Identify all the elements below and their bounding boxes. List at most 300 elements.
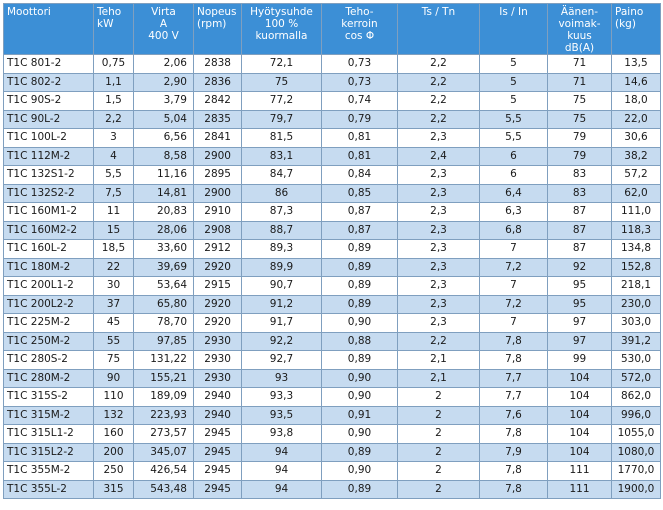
table-cell: 94 — [242, 462, 322, 481]
table-cell: 7 — [480, 240, 548, 259]
table-cell: 0,90 — [322, 388, 398, 407]
table-cell: 77,2 — [242, 92, 322, 111]
table-cell: 0,75 — [94, 55, 134, 74]
table-cell: 71 — [548, 55, 612, 74]
table-cell: 111,0 — [612, 203, 661, 222]
table-cell: 0,81 — [322, 147, 398, 166]
table-cell: 2920 — [194, 258, 242, 277]
table-cell: 93,8 — [242, 425, 322, 444]
table-cell: 2841 — [194, 129, 242, 148]
table-cell: 0,89 — [322, 295, 398, 314]
table-cell: 2908 — [194, 221, 242, 240]
table-cell: 33,60 — [134, 240, 194, 259]
table-cell: 1,1 — [94, 73, 134, 92]
motor-model-cell: T1C 355M-2 — [4, 462, 94, 481]
table-header — [4, 4, 661, 55]
table-cell: 2 — [398, 462, 480, 481]
table-cell: 2945 — [194, 425, 242, 444]
table-cell: 5,5 — [94, 166, 134, 185]
table-cell: 11,16 — [134, 166, 194, 185]
column-header-line: (kg) — [615, 18, 636, 30]
table-cell: 2920 — [194, 314, 242, 333]
table-cell: 2 — [398, 480, 480, 499]
table-cell: 110 — [94, 388, 134, 407]
table-cell: 2,3 — [398, 240, 480, 259]
table-cell: 93,5 — [242, 406, 322, 425]
table-cell: 7,9 — [480, 443, 548, 462]
table-row — [4, 295, 661, 314]
table-cell: 155,21 — [134, 369, 194, 388]
column-header-line: Äänen- — [560, 6, 599, 18]
table-cell: 2842 — [194, 92, 242, 111]
table-cell: 2930 — [194, 351, 242, 370]
column-header-line: Is / In — [499, 6, 528, 18]
table-cell: 14,81 — [134, 184, 194, 203]
table-cell: 91,7 — [242, 314, 322, 333]
table-cell: 2835 — [194, 110, 242, 129]
table-cell: 6,3 — [480, 203, 548, 222]
table-cell: 0,89 — [322, 258, 398, 277]
table-cell: 7,8 — [480, 480, 548, 499]
table-cell: 30,6 — [612, 129, 661, 148]
table-row — [4, 92, 661, 111]
table-cell: 2 — [398, 406, 480, 425]
table-cell: 2900 — [194, 147, 242, 166]
motor-model-cell: T1C 355L-2 — [4, 480, 94, 499]
table-cell: 391,2 — [612, 332, 661, 351]
table-cell: 118,3 — [612, 221, 661, 240]
table-cell: 0,90 — [322, 425, 398, 444]
table-cell: 83 — [548, 184, 612, 203]
motor-model-cell: T1C 160L-2 — [4, 240, 94, 259]
column-header-line: cos Φ — [344, 30, 375, 42]
table-cell: 2930 — [194, 369, 242, 388]
table-row — [4, 147, 661, 166]
table-cell: 37 — [94, 295, 134, 314]
column-header-line: 100 % — [264, 18, 299, 30]
column-header-line: Hyötysuhde — [250, 6, 313, 18]
table-cell: 30 — [94, 277, 134, 296]
table-cell: 1055,0 — [612, 425, 661, 444]
motor-model-cell: T1C 280S-2 — [4, 351, 94, 370]
column-header — [480, 4, 548, 55]
table-cell: 22,0 — [612, 110, 661, 129]
table-cell: 2,3 — [398, 314, 480, 333]
table-cell: 0,85 — [322, 184, 398, 203]
table-cell: 86 — [242, 184, 322, 203]
table-cell: 104 — [548, 443, 612, 462]
table-cell: 111 — [548, 462, 612, 481]
table-cell: 87 — [548, 240, 612, 259]
table-cell: 2,2 — [398, 332, 480, 351]
table-cell: 303,0 — [612, 314, 661, 333]
table-cell: 2,3 — [398, 277, 480, 296]
motor-model-cell: T1C 180M-2 — [4, 258, 94, 277]
table-cell: 0,89 — [322, 240, 398, 259]
table-cell: 2,3 — [398, 129, 480, 148]
table-cell: 5 — [480, 73, 548, 92]
table-cell: 45 — [94, 314, 134, 333]
table-cell: 2940 — [194, 406, 242, 425]
table-cell: 223,93 — [134, 406, 194, 425]
table-cell: 92,7 — [242, 351, 322, 370]
table-row — [4, 277, 661, 296]
motor-model-cell: T1C 802-2 — [4, 73, 94, 92]
table-row — [4, 73, 661, 92]
table-cell: 7,8 — [480, 425, 548, 444]
table-row — [4, 332, 661, 351]
column-header-line: kW — [97, 18, 114, 30]
table-cell: 2910 — [194, 203, 242, 222]
column-header-line: (rpm) — [197, 18, 227, 30]
table-cell: 5,5 — [480, 129, 548, 148]
column-header — [194, 4, 242, 55]
motor-spec-table — [3, 3, 661, 499]
table-cell: 18,5 — [94, 240, 134, 259]
table-cell: 2930 — [194, 332, 242, 351]
table-cell: 1900,0 — [612, 480, 661, 499]
motor-model-cell: T1C 315S-2 — [4, 388, 94, 407]
table-cell: 2,3 — [398, 295, 480, 314]
table-cell: 2 — [398, 388, 480, 407]
table-cell: 0,88 — [322, 332, 398, 351]
table-cell: 95 — [548, 295, 612, 314]
table-cell: 75 — [94, 351, 134, 370]
column-header-line: voimak- — [558, 18, 601, 30]
table-cell: 6,4 — [480, 184, 548, 203]
table-cell: 20,83 — [134, 203, 194, 222]
table-cell: 91,2 — [242, 295, 322, 314]
table-cell: 75 — [548, 92, 612, 111]
table-cell: 65,80 — [134, 295, 194, 314]
table-cell: 7 — [480, 277, 548, 296]
table-cell: 7,7 — [480, 388, 548, 407]
column-header-line: Paino — [615, 6, 644, 18]
column-header — [4, 4, 94, 55]
table-cell: 0,73 — [322, 73, 398, 92]
table-cell: 996,0 — [612, 406, 661, 425]
table-cell: 18,0 — [612, 92, 661, 111]
table-cell: 0,87 — [322, 203, 398, 222]
table-cell: 87,3 — [242, 203, 322, 222]
table-cell: 6 — [480, 147, 548, 166]
table-cell: 2895 — [194, 166, 242, 185]
table-cell: 2900 — [194, 184, 242, 203]
table-cell: 2,2 — [398, 55, 480, 74]
motor-model-cell: T1C 90L-2 — [4, 110, 94, 129]
column-header-line: Virta — [151, 6, 176, 18]
motor-model-cell: T1C 132S2-2 — [4, 184, 94, 203]
table-cell: 7 — [480, 314, 548, 333]
table-cell: 57,2 — [612, 166, 661, 185]
table-cell: 71 — [548, 73, 612, 92]
table-cell: 426,54 — [134, 462, 194, 481]
motor-model-cell: T1C 250M-2 — [4, 332, 94, 351]
table-cell: 0,74 — [322, 92, 398, 111]
table-cell: 530,0 — [612, 351, 661, 370]
table-row — [4, 351, 661, 370]
table-cell: 218,1 — [612, 277, 661, 296]
table-cell: 2,2 — [398, 110, 480, 129]
column-header-line: kuus dB(A) — [564, 30, 595, 54]
table-cell: 5,04 — [134, 110, 194, 129]
table-cell: 2945 — [194, 462, 242, 481]
table-row — [4, 221, 661, 240]
table-cell: 0,84 — [322, 166, 398, 185]
table-cell: 160 — [94, 425, 134, 444]
table-cell: 2,90 — [134, 73, 194, 92]
table-row — [4, 258, 661, 277]
motor-model-cell: T1C 200L2-2 — [4, 295, 94, 314]
table-cell: 39,69 — [134, 258, 194, 277]
table-cell: 8,58 — [134, 147, 194, 166]
column-header — [612, 4, 661, 55]
table-cell: 7,2 — [480, 258, 548, 277]
table-cell: 3 — [94, 129, 134, 148]
table-cell: 90 — [94, 369, 134, 388]
table-cell: 72,1 — [242, 55, 322, 74]
table-cell: 5,5 — [480, 110, 548, 129]
table-cell: 0,73 — [322, 55, 398, 74]
table-cell: 89,9 — [242, 258, 322, 277]
table-cell: 6,8 — [480, 221, 548, 240]
column-header-line: 400 V — [148, 30, 179, 42]
table-cell: 7,8 — [480, 332, 548, 351]
table-cell: 134,8 — [612, 240, 661, 259]
table-cell: 0,89 — [322, 480, 398, 499]
motor-model-cell: T1C 160M2-2 — [4, 221, 94, 240]
table-cell: 3,79 — [134, 92, 194, 111]
table-cell: 79 — [548, 129, 612, 148]
table-cell: 38,2 — [612, 147, 661, 166]
table-cell: 7,8 — [480, 462, 548, 481]
header-row — [4, 4, 661, 55]
table-row — [4, 480, 661, 499]
table-cell: 92,2 — [242, 332, 322, 351]
column-header — [548, 4, 612, 55]
table-row — [4, 184, 661, 203]
table-row — [4, 55, 661, 74]
table-cell: 2,3 — [398, 184, 480, 203]
table-cell: 2,1 — [398, 369, 480, 388]
table-cell: 104 — [548, 406, 612, 425]
table-cell: 7,8 — [480, 351, 548, 370]
table-cell: 89,3 — [242, 240, 322, 259]
table-row — [4, 462, 661, 481]
table-row — [4, 443, 661, 462]
table-cell: 200 — [94, 443, 134, 462]
table-cell: 572,0 — [612, 369, 661, 388]
column-header — [242, 4, 322, 55]
motor-model-cell: T1C 801-2 — [4, 55, 94, 74]
table-row — [4, 240, 661, 259]
table-cell: 84,7 — [242, 166, 322, 185]
table-cell: 6,56 — [134, 129, 194, 148]
table-cell: 0,89 — [322, 277, 398, 296]
table-cell: 99 — [548, 351, 612, 370]
table-cell: 2945 — [194, 480, 242, 499]
table-cell: 111 — [548, 480, 612, 499]
table-cell: 53,64 — [134, 277, 194, 296]
table-cell: 131,22 — [134, 351, 194, 370]
table-cell: 22 — [94, 258, 134, 277]
table-cell: 28,06 — [134, 221, 194, 240]
motor-model-cell: T1C 225M-2 — [4, 314, 94, 333]
table-cell: 2940 — [194, 388, 242, 407]
table-row — [4, 406, 661, 425]
motor-model-cell: T1C 280M-2 — [4, 369, 94, 388]
table-cell: 62,0 — [612, 184, 661, 203]
table-row — [4, 388, 661, 407]
table-row — [4, 314, 661, 333]
table-cell: 94 — [242, 480, 322, 499]
table-cell: 75 — [548, 110, 612, 129]
table-cell: 79,7 — [242, 110, 322, 129]
table-cell: 97 — [548, 332, 612, 351]
motor-model-cell: T1C 200L1-2 — [4, 277, 94, 296]
table-cell: 273,57 — [134, 425, 194, 444]
table-cell: 1,5 — [94, 92, 134, 111]
table-cell: 0,89 — [322, 443, 398, 462]
table-cell: 14,6 — [612, 73, 661, 92]
column-header-line: Ts / Tn — [421, 6, 456, 18]
table-cell: 81,5 — [242, 129, 322, 148]
column-header — [134, 4, 194, 55]
column-header-line: A — [159, 18, 168, 30]
column-header-line: Teho- — [345, 6, 374, 18]
motor-model-cell: T1C 132S1-2 — [4, 166, 94, 185]
table-cell: 2945 — [194, 443, 242, 462]
table-cell: 92 — [548, 258, 612, 277]
table-cell: 104 — [548, 425, 612, 444]
column-header — [398, 4, 480, 55]
table-cell: 104 — [548, 369, 612, 388]
table-cell: 78,70 — [134, 314, 194, 333]
table-cell: 2,3 — [398, 221, 480, 240]
table-row — [4, 110, 661, 129]
table-cell: 189,09 — [134, 388, 194, 407]
table-cell: 93 — [242, 369, 322, 388]
table-cell: 2,3 — [398, 166, 480, 185]
table-cell: 5 — [480, 55, 548, 74]
table-cell: 94 — [242, 443, 322, 462]
table-cell: 230,0 — [612, 295, 661, 314]
table-cell: 90,7 — [242, 277, 322, 296]
table-cell: 7,2 — [480, 295, 548, 314]
table-cell: 1770,0 — [612, 462, 661, 481]
table-cell: 13,5 — [612, 55, 661, 74]
table-cell: 2 — [398, 425, 480, 444]
table-cell: 83,1 — [242, 147, 322, 166]
table-cell: 7,6 — [480, 406, 548, 425]
table-cell: 2 — [398, 443, 480, 462]
table-cell: 11 — [94, 203, 134, 222]
column-header-line: Moottori — [7, 6, 51, 18]
table-cell: 4 — [94, 147, 134, 166]
table-cell: 0,90 — [322, 369, 398, 388]
table-cell: 345,07 — [134, 443, 194, 462]
table-cell: 95 — [548, 277, 612, 296]
table-cell: 55 — [94, 332, 134, 351]
motor-model-cell: T1C 100L-2 — [4, 129, 94, 148]
table-cell: 2,3 — [398, 258, 480, 277]
table-cell: 87 — [548, 203, 612, 222]
column-header-line: Nopeus — [197, 6, 237, 18]
table-cell: 2,2 — [398, 73, 480, 92]
motor-model-cell: T1C 315M-2 — [4, 406, 94, 425]
motor-model-cell: T1C 112M-2 — [4, 147, 94, 166]
table-cell: 93,3 — [242, 388, 322, 407]
column-header — [322, 4, 398, 55]
table-row — [4, 425, 661, 444]
table-row — [4, 129, 661, 148]
table-cell: 0,79 — [322, 110, 398, 129]
table-cell: 2,3 — [398, 203, 480, 222]
table-cell: 250 — [94, 462, 134, 481]
table-cell: 0,89 — [322, 351, 398, 370]
table-cell: 0,87 — [322, 221, 398, 240]
table-cell: 6 — [480, 166, 548, 185]
table-cell: 862,0 — [612, 388, 661, 407]
table-cell: 2836 — [194, 73, 242, 92]
table-row — [4, 369, 661, 388]
table-cell: 0,91 — [322, 406, 398, 425]
table-cell: 0,81 — [322, 129, 398, 148]
table-cell: 75 — [242, 73, 322, 92]
table-cell: 104 — [548, 388, 612, 407]
table-cell: 97,85 — [134, 332, 194, 351]
motor-model-cell: T1C 90S-2 — [4, 92, 94, 111]
motor-spec-table-container — [3, 3, 660, 499]
table-row — [4, 203, 661, 222]
motor-model-cell: T1C 315L1-2 — [4, 425, 94, 444]
column-header-line: Teho — [97, 6, 122, 18]
table-cell: 83 — [548, 166, 612, 185]
table-cell: 2,2 — [398, 92, 480, 111]
table-cell: 0,90 — [322, 314, 398, 333]
motor-model-cell: T1C 315L2-2 — [4, 443, 94, 462]
table-cell: 315 — [94, 480, 134, 499]
table-cell: 2,2 — [94, 110, 134, 129]
motor-model-cell: T1C 160M1-2 — [4, 203, 94, 222]
table-cell: 2,06 — [134, 55, 194, 74]
table-cell: 5 — [480, 92, 548, 111]
table-cell: 1080,0 — [612, 443, 661, 462]
column-header-line: kuormalla — [255, 30, 308, 42]
table-cell: 15 — [94, 221, 134, 240]
table-cell: 2838 — [194, 55, 242, 74]
table-cell: 7,5 — [94, 184, 134, 203]
table-cell: 2,4 — [398, 147, 480, 166]
table-cell: 97 — [548, 314, 612, 333]
table-cell: 2,1 — [398, 351, 480, 370]
table-cell: 2912 — [194, 240, 242, 259]
table-cell: 543,48 — [134, 480, 194, 499]
table-body — [4, 55, 661, 499]
table-cell: 79 — [548, 147, 612, 166]
column-header — [94, 4, 134, 55]
table-cell: 152,8 — [612, 258, 661, 277]
table-cell: 87 — [548, 221, 612, 240]
table-cell: 2920 — [194, 295, 242, 314]
table-cell: 132 — [94, 406, 134, 425]
table-cell: 0,90 — [322, 462, 398, 481]
table-row — [4, 166, 661, 185]
table-cell: 2915 — [194, 277, 242, 296]
column-header-line: kerroin — [341, 18, 378, 30]
table-cell: 88,7 — [242, 221, 322, 240]
table-cell: 7,7 — [480, 369, 548, 388]
